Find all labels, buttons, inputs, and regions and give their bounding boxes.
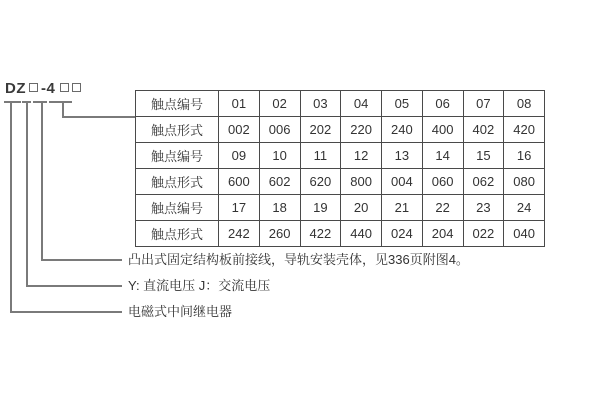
row-label: 触点编号 (136, 195, 219, 221)
leader-line-voltage-horizontal (26, 285, 122, 287)
table-cell: 240 (382, 117, 423, 143)
table-row (136, 169, 545, 195)
table-cell: 440 (341, 221, 382, 247)
contact-table-body (136, 91, 545, 247)
table-cell: 220 (341, 117, 382, 143)
row-label: 触点编号 (136, 91, 219, 117)
model-series-text: DZ (5, 80, 26, 97)
table-cell: 040 (504, 221, 545, 247)
table-cell: 062 (463, 169, 504, 195)
table-cell: 060 (422, 169, 463, 195)
table-cell: 402 (463, 117, 504, 143)
table-cell: 18 (259, 195, 300, 221)
table-cell: 03 (300, 91, 341, 117)
row-label: 触点形式 (136, 169, 219, 195)
underline-dash-number (33, 101, 47, 103)
leader-line-series-horizontal (10, 311, 122, 313)
table-cell: 13 (382, 143, 423, 169)
table-cell: 024 (382, 221, 423, 247)
model-contact-box-1 (60, 83, 69, 92)
table-cell: 24 (504, 195, 545, 221)
underline-series (4, 101, 21, 103)
table-row (136, 143, 545, 169)
table-row (136, 117, 545, 143)
table-cell: 07 (463, 91, 504, 117)
table-row (136, 221, 545, 247)
table-cell: 080 (504, 169, 545, 195)
leader-line-series-vertical (10, 101, 12, 313)
table-cell: 05 (382, 91, 423, 117)
table-cell: 09 (219, 143, 260, 169)
table-cell: 06 (422, 91, 463, 117)
table-cell: 204 (422, 221, 463, 247)
leader-line-contact-horizontal (62, 116, 136, 118)
note-voltage: Y: 直流电压 J：交流电压 (128, 278, 271, 293)
table-cell: 620 (300, 169, 341, 195)
leader-line-voltage-vertical (26, 101, 28, 287)
table-cell: 004 (382, 169, 423, 195)
table-cell: 17 (219, 195, 260, 221)
table-cell: 022 (463, 221, 504, 247)
table-cell: 15 (463, 143, 504, 169)
table-cell: 22 (422, 195, 463, 221)
table-cell: 202 (300, 117, 341, 143)
model-contact-box-2 (72, 83, 81, 92)
model-voltage-box (29, 83, 38, 92)
table-row (136, 195, 545, 221)
table-row (136, 91, 545, 117)
table-cell: 800 (341, 169, 382, 195)
table-cell: 260 (259, 221, 300, 247)
leader-line-structure-horizontal (41, 259, 122, 261)
table-cell: 11 (300, 143, 341, 169)
note-relay-type: 电磁式中间继电器 (128, 304, 233, 319)
underline-contact-boxes (49, 101, 72, 103)
table-cell: 19 (300, 195, 341, 221)
model-code (5, 81, 81, 96)
table-cell: 02 (259, 91, 300, 117)
table-cell: 12 (341, 143, 382, 169)
table-cell: 16 (504, 143, 545, 169)
table-cell: 23 (463, 195, 504, 221)
table-cell: 08 (504, 91, 545, 117)
row-label: 触点形式 (136, 221, 219, 247)
table-cell: 002 (219, 117, 260, 143)
table-cell: 10 (259, 143, 300, 169)
row-label: 触点编号 (136, 143, 219, 169)
table-cell: 600 (219, 169, 260, 195)
contact-table (135, 90, 545, 247)
row-label: 触点形式 (136, 117, 219, 143)
table-cell: 420 (504, 117, 545, 143)
table-cell: 006 (259, 117, 300, 143)
leader-line-structure-vertical (41, 101, 43, 261)
table-cell: 602 (259, 169, 300, 195)
table-cell: 21 (382, 195, 423, 221)
table-cell: 01 (219, 91, 260, 117)
table-cell: 400 (422, 117, 463, 143)
table-cell: 20 (341, 195, 382, 221)
table-cell: 04 (341, 91, 382, 117)
note-mounting: 凸出式固定结构板前接线，导轨安装壳体，见336页附图4。 (128, 252, 469, 267)
table-cell: 422 (300, 221, 341, 247)
model-dash-number: -4 (41, 80, 56, 97)
table-cell: 14 (422, 143, 463, 169)
table-cell: 242 (219, 221, 260, 247)
